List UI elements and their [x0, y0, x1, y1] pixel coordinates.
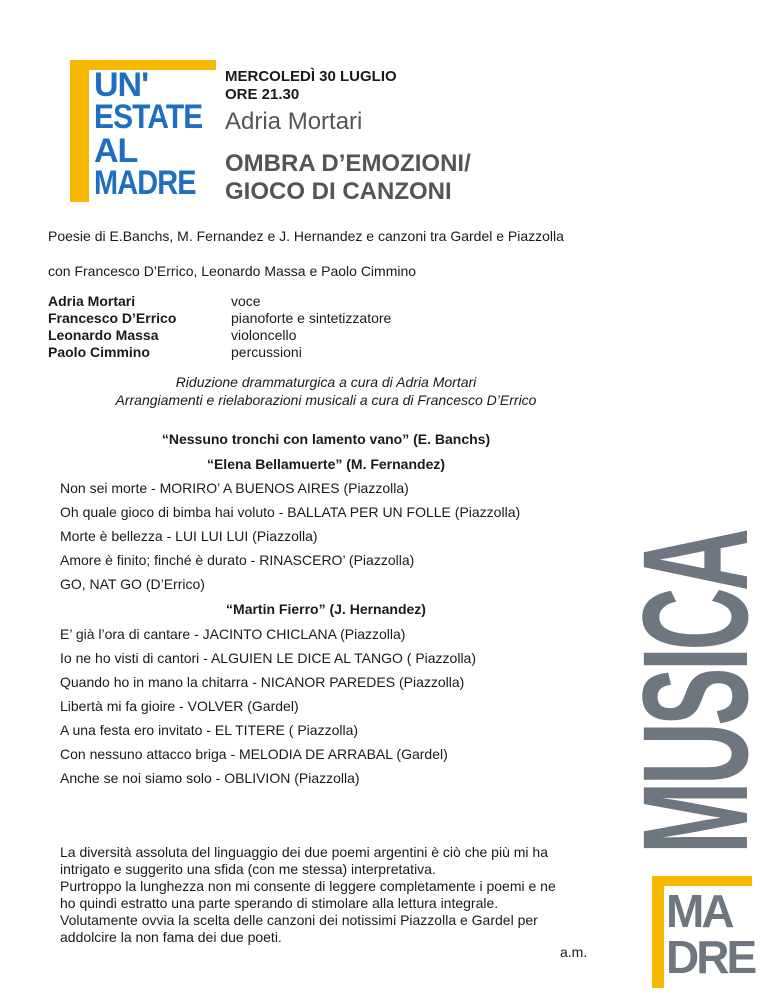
show-title-line-2: GIOCO DI CANZONI	[225, 178, 452, 205]
cast-role: violoncello	[231, 327, 297, 343]
cast-role: voce	[231, 293, 261, 309]
madre-logo-row-1: MA	[666, 885, 732, 937]
program-item: A una festa ero invitato - EL TITERE ( Piazzolla)	[60, 722, 359, 738]
program-item: Anche se noi siamo solo - OBLIVION (Piazzolla)	[60, 770, 360, 786]
program-item: Libertà mi fa gioire - VOLVER (Gardel)	[60, 698, 299, 714]
program-item: E’ già l’ora di cantare - JACINTO CHICLANA (Piazzolla)	[60, 626, 406, 642]
note-line: La diversità assoluta del linguaggio dei due poemi argentini è ciò che più mi ha	[60, 844, 548, 860]
cast-name: Paolo Cimmino	[48, 344, 150, 360]
show-title	[225, 150, 471, 206]
musica-text-rotated	[611, 454, 779, 854]
cast-name: Adria Mortari	[48, 293, 136, 309]
logo-line-4: MADRE	[94, 164, 196, 202]
note-signature: a.m.	[560, 944, 588, 960]
program-item: Morte è bellezza - LUI LUI LUI (Piazzolla)	[60, 528, 318, 544]
program-section-title: “Martin Fierro” (J. Hernandez)	[226, 601, 426, 617]
musica-word: MUSICA	[611, 531, 779, 854]
program-item: Oh quale gioco di bimba hai voluto - BALLATA PER UN FOLLE (Piazzolla)	[60, 504, 521, 520]
note-line: intrigato e suggerito una sfida (con me stessa) interpretativa.	[60, 861, 436, 877]
program-item: Con nessuno attacco briga - MELODIA DE ARRABAL (Gardel)	[60, 746, 448, 762]
event-time: ORE 21.30	[225, 86, 300, 103]
event-date: MERCOLEDÌ 30 LUGLIO	[225, 68, 397, 85]
program-item: GO, NAT GO (D’Errico)	[60, 576, 205, 592]
intro-performers: con Francesco D’Errico, Leonardo Massa e Paolo Cimmino	[48, 263, 417, 279]
program-section-title: “Elena Bellamuerte” (M. Fernandez)	[206, 456, 446, 472]
note-line: Volutamente ovvia la scelta delle canzoni dei notissimi Piazzolla e Gardel per	[60, 912, 538, 928]
logo-line-3: AL	[94, 132, 138, 170]
intro-poesie: Poesie di E.Banchs, M. Fernandez e J. Hernandez e canzoni tra Gardel e Piazzolla	[48, 228, 564, 244]
note-line: ho quindi estratto una parte sperando di stimolare alla lettura integrale.	[60, 895, 499, 911]
program-item: Non sei morte - MORIRO’ A BUENOS AIRES (Piazzolla)	[60, 480, 409, 496]
note-line: addolcire la non fama dei due poeti.	[60, 929, 282, 945]
program-item: Io ne ho visti di cantori - ALGUIEN LE DICE AL TANGO ( Piazzolla)	[60, 650, 477, 666]
cast-role: pianoforte e sintetizzatore	[231, 310, 392, 326]
artist-name: Adria Mortari	[225, 108, 363, 135]
program-section-title: “Nessuno tronchi con lamento vano” (E. Banchs)	[161, 431, 491, 447]
logo-line-2: ESTATE	[94, 98, 203, 136]
credit-riduzione: Riduzione drammaturgica a cura di Adria Mortari	[175, 374, 477, 390]
festival-logo	[70, 60, 216, 202]
event-datetime	[225, 68, 397, 104]
program-item: Amore è finito; finché è durato - RINASCERO’ (Piazzolla)	[60, 552, 415, 568]
credit-arrangiamenti: Arrangiamenti e rielaborazioni musicali a cura di Francesco D’Errico	[115, 392, 537, 408]
madre-logo-row-2: DRE	[666, 931, 755, 983]
program-item: Quando ho in mano la chitarra - NICANOR PAREDES (Piazzolla)	[60, 674, 465, 690]
cast-name: Leonardo Massa	[48, 327, 159, 343]
author-note	[60, 844, 620, 946]
show-title-line-1: OMBRA D’EMOZIONI/	[225, 150, 471, 177]
logo-line-1: UN'	[94, 66, 149, 104]
madre-logo	[652, 876, 755, 988]
cast-role: percussioni	[231, 344, 302, 360]
note-line: Purtroppo la lunghezza non mi consente di leggere completamente i poemi e ne	[60, 878, 556, 894]
cast-name: Francesco D’Errico	[48, 310, 177, 326]
musica-vertical-label	[611, 454, 779, 854]
